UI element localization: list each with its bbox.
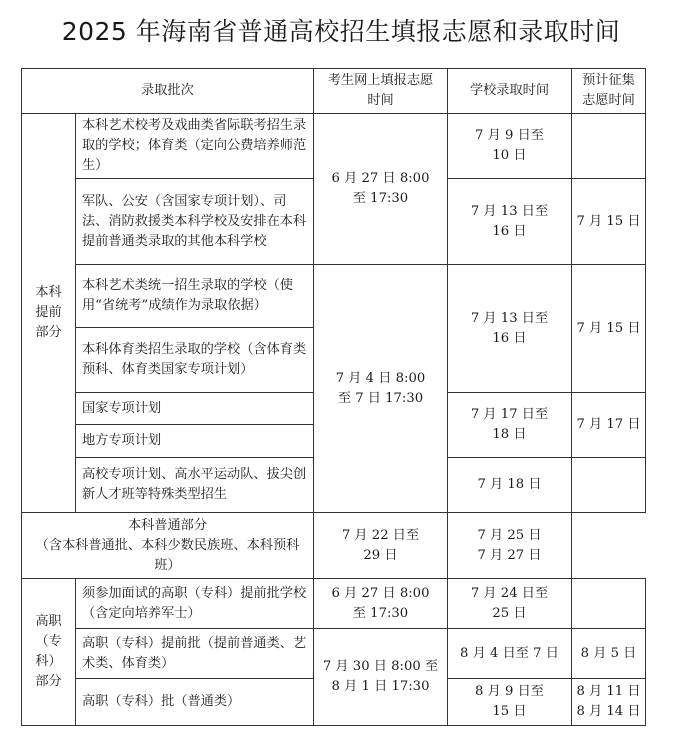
apply-time-cell: 6 月 27 日 8:00 至 17:30	[314, 114, 448, 265]
header-supplement-time: 预计征集 志愿时间	[572, 69, 646, 114]
header-batch: 录取批次	[22, 69, 314, 114]
supplement-time-cell: 7 月 17 日	[572, 393, 646, 458]
batch-desc: 高职（专科）提前批（提前普通类、艺术类、体育类）	[76, 629, 314, 679]
admit-time-cell: 7 月 9 日至 10 日	[448, 114, 572, 179]
supplement-time-cell: 8 月 11 日 8 月 14 日	[572, 679, 646, 726]
batch-desc: 本科艺术校考及戏曲类省际联考招生录取的学校；体育类（定向公费培养师范生）	[76, 114, 314, 179]
admit-time-cell: 7 月 13 日至 16 日	[448, 179, 572, 265]
admission-schedule-table	[21, 68, 646, 726]
admit-time-cell: 8 月 4 日至 7 日	[448, 629, 572, 679]
supplement-time-cell	[572, 458, 646, 513]
admit-time-cell: 7 月 22 日至 29 日	[314, 513, 448, 579]
admit-time-cell: 7 月 24 日至 25 日	[448, 579, 572, 629]
batch-desc: 地方专项计划	[76, 425, 314, 458]
batch-desc: 本科体育类招生录取的学校（含体育类预科、体育类国家专项计划）	[76, 328, 314, 393]
header-admit-time: 学校录取时间	[448, 69, 572, 114]
batch-desc: 高职（专科）批（普通类）	[76, 679, 314, 726]
supplement-time-cell: 7 月 25 日 7 月 27 日	[448, 513, 572, 579]
batch-desc: 本科艺术类统一招生录取的学校（使用“省统考”成绩作为录取依据）	[76, 265, 314, 328]
admit-time-cell: 7 月 18 日	[448, 458, 572, 513]
supplement-time-cell: 8 月 5 日	[572, 629, 646, 679]
batch-desc: 须参加面试的高职（专科）提前批学校（含定向培养军士）	[76, 579, 314, 629]
apply-time-cell: 6 月 27 日 8:00 至 17:30	[314, 579, 448, 629]
group-label-undergrad-early: 本科 提前 部分	[22, 114, 76, 513]
admit-time-cell: 7 月 13 日至 16 日	[448, 265, 572, 393]
apply-time-cell: 7 月 4 日 8:00 至 7 日 17:30	[314, 265, 448, 513]
page-title: 2025 年海南省普通高校招生填报志愿和录取时间	[61, 17, 621, 46]
batch-desc: 军队、公安（含国家专项计划）、司法、消防救援类本科学校及安排在本科提前普通类录取的其他本科学校	[76, 179, 314, 265]
apply-time-cell: 7 月 30 日 8:00 至 8 月 1 日 17:30	[314, 629, 448, 726]
admit-time-cell: 7 月 17 日至 18 日	[448, 393, 572, 458]
supplement-time-cell: 7 月 15 日	[572, 265, 646, 393]
supplement-time-cell: 7 月 15 日	[572, 179, 646, 265]
supplement-time-cell	[572, 114, 646, 179]
batch-desc: 高校专项计划、高水平运动队、拔尖创新人才班等特殊类型招生	[76, 458, 314, 513]
supplement-time-cell	[572, 579, 646, 629]
group-label-vocational: 高职 （专 科） 部分	[22, 579, 76, 726]
batch-desc: 国家专项计划	[76, 393, 314, 425]
header-apply-time: 考生网上填报志愿 时间	[314, 69, 448, 114]
group-label-undergrad-general: 本科普通部分 （含本科普通批、本科少数民族班、本科预科班）	[22, 513, 314, 579]
admit-time-cell: 8 月 9 日至 15 日	[448, 679, 572, 726]
